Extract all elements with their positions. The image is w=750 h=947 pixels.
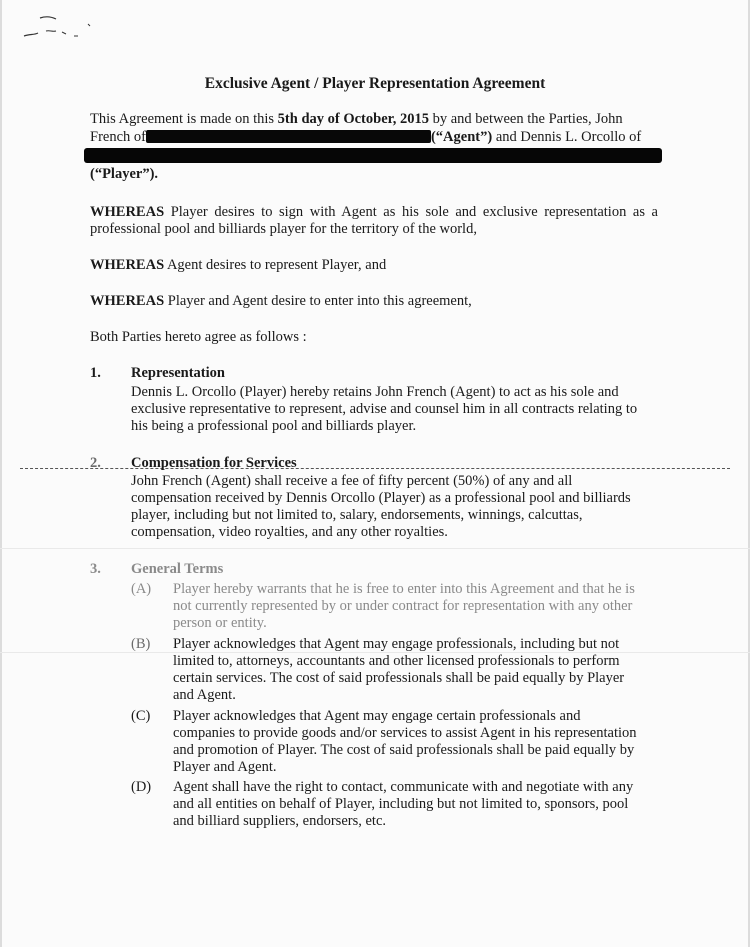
page-title: Exclusive Agent / Player Representation Agreement — [204, 75, 546, 92]
section-title: Compensation for Services — [131, 455, 297, 471]
intro-line-1 — [90, 111, 658, 128]
section-body: John French (Agent) shall receive a fee of fifty percent (50%) of any and all compensation received by Dennis Orcollo (Player) as a professional pool and billiards player, including but not limited to, salary, endorsements, winnings, calcuttas, compensation, video royalties, and any other royalties. — [131, 473, 631, 540]
whereas-text: Agent desires to represent Player, and — [164, 257, 387, 273]
redacted-address — [146, 130, 431, 143]
whereas-keyword: WHEREAS — [90, 204, 165, 220]
whereas-keyword: WHEREAS — [90, 293, 165, 309]
clause-text: Agent shall have the right to contact, communicate with and negotiate with any and all entities on behalf of Player, including but not limited to, sponsors, pool and billiard suppliers, endorsers, etc. — [173, 779, 634, 829]
whereas-text: Player and Agent desire to enter into this agreement, — [164, 293, 472, 309]
intro-text-2: by and between the Parties, John — [428, 111, 623, 127]
whereas-clause-3 — [90, 293, 658, 310]
scan-fold-line — [0, 548, 750, 549]
clause-label: (B) — [131, 636, 151, 652]
whereas-clause-1 — [90, 204, 658, 238]
clause-label: (A) — [131, 581, 152, 597]
clause-label: (D) — [131, 779, 152, 795]
intro-text-1: This Agreement is made on this — [90, 111, 278, 127]
intro-line-2 — [90, 129, 658, 146]
whereas-clause-2 — [90, 257, 658, 274]
whereas-text: Player desires to sign with Agent as his sole and exclusive representation as a professional pool and billiards player for the territory of the world, — [90, 204, 658, 237]
clause-text: Player acknowledges that Agent may engage professionals, including but not limited to, attorneys, accountants and other licensed professionals to perform certain services. The cost of said professionals shall be paid equally by Player and Agent. — [173, 636, 625, 703]
section-title: Representation — [131, 365, 225, 381]
section-body: Dennis L. Orcollo (Player) hereby retains John French (Agent) to act as his sole and exclusive representative to represent, advise and counsel him in all contracts relating to his being a professional pool and billiards player. — [131, 384, 638, 434]
section-title: General Terms — [131, 561, 224, 577]
intro-text-3: French of — [90, 129, 146, 145]
clause-label: (C) — [131, 708, 151, 724]
section-number: 3. — [90, 561, 101, 577]
player-tag: (“Player”). — [90, 166, 159, 182]
intro-text-4: and Dennis L. Orcollo of — [492, 129, 642, 145]
clause-text: Player hereby warrants that he is free to enter into this Agreement and that he is not currently represented by or under contract for representation with any other person or entity. — [173, 581, 635, 631]
whereas-keyword: WHEREAS — [90, 257, 165, 273]
intro-line-3 — [90, 166, 658, 183]
section-number: 1. — [90, 365, 101, 381]
agreement-date: 5th day of October, 2015 — [277, 111, 429, 127]
scan-dashed-line — [20, 468, 730, 470]
redacted-line — [84, 148, 662, 163]
agent-tag: (“Agent”) — [430, 129, 493, 145]
scan-edge-left — [0, 0, 2, 947]
handwritten-mark — [22, 14, 102, 44]
section-number: 2. — [90, 455, 101, 471]
agree-line: Both Parties hereto agree as follows : — [90, 329, 307, 345]
clause-text: Player acknowledges that Agent may engage certain professionals and companies to provide goods and/or services to assist Agent in his representation and promotion of Player. The cost of said professionals shall be paid equally by Player and Agent. — [173, 708, 637, 775]
